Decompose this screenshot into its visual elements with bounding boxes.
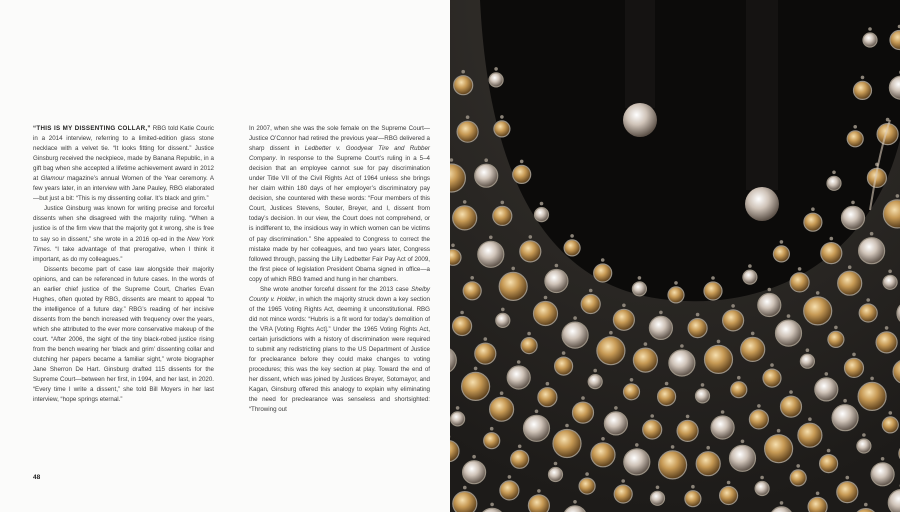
paragraph: Dissents become part of case law alongside their majority opinions, and can be referenced in future cases. In the words of an earlier chief justice of the Supreme Court, Charles Evan Hughes, often quoted by RBG, dissents are meant to appeal “to the intelligence of a future day.” RBG’s reading of her incisive dissents from the bench increased with frequency over the years, which she attributed to the ever more conservative makeup of the court. “After 2006, the sight of the tiny black-robed justice rising from the bench wearing her ‘black and grim’ dissenting collar and clutching her papers became a familiar sight,” wrote biographer Jane Sherron De Hart. Ginsburg drafted 115 dissents for the Supreme Court—between her first, in 1994, and her last, in 2020. “Every time I write a dissent,” she told Bill Moyers in her last interview, “hope springs eternal.” [33, 265, 214, 404]
glass-stone [453, 206, 477, 230]
glass-stone [723, 310, 744, 331]
bead [585, 472, 589, 476]
bead [889, 411, 893, 415]
glass-stone [790, 273, 809, 292]
bead [896, 194, 900, 198]
glass-stone [837, 482, 858, 503]
bead [490, 427, 494, 431]
italic-title: New York Times [33, 235, 214, 253]
paragraph-text: In 2007, when she was the sole female on the Supreme Court—Justice O’Connor had retired the previous year—RBG delivered a sharp dissent in [249, 125, 430, 153]
glass-stone [651, 491, 665, 505]
tie-stone-left [623, 103, 657, 137]
glass-stone [859, 304, 877, 322]
bead [870, 232, 874, 236]
glass-stone [800, 354, 814, 368]
glass-stone [882, 417, 898, 433]
glass-stone [591, 443, 615, 467]
bead [843, 399, 847, 403]
glass-stone [462, 372, 490, 400]
bead [868, 27, 872, 31]
bead [862, 433, 866, 437]
glass-stone [827, 176, 841, 190]
glass-stone [773, 246, 789, 262]
velvet-tie-right [746, 0, 778, 190]
glass-stone [579, 478, 595, 494]
paragraph [33, 204, 214, 264]
glass-stone [828, 331, 844, 347]
bead [866, 298, 870, 302]
paragraph-text: RBG told Katie Couric in a 2014 interview, referring to a limited-edition glass stone necklace with a velvet tie. “It looks fitting for dissent.” Justice Ginsburg received the neckpiece, made by Banana Republic, in a gift bag when she accepted a lifetime achievement award in 2012 at [33, 125, 214, 183]
glass-stone [677, 420, 698, 441]
glass-stone [520, 241, 541, 262]
bead [461, 70, 465, 74]
bead [500, 115, 504, 119]
glass-stone [450, 249, 461, 265]
bead [851, 201, 855, 205]
bead [789, 390, 793, 394]
glass-stone [696, 389, 710, 403]
paragraph [249, 124, 430, 285]
glass-stone [633, 348, 657, 372]
glass-stone [624, 449, 650, 475]
bead [691, 485, 695, 489]
bead [529, 235, 533, 239]
bead [630, 378, 634, 382]
bead [711, 276, 715, 280]
glass-stone [588, 375, 602, 389]
bead [490, 503, 494, 507]
glass-stone [790, 470, 806, 486]
bead [888, 270, 892, 274]
bead [562, 351, 566, 355]
glass-stone [649, 316, 672, 339]
bead [555, 264, 559, 268]
glass-stone [457, 121, 478, 142]
glass-stone [553, 430, 581, 458]
bead [757, 404, 761, 408]
bead [565, 424, 569, 428]
glass-stone [696, 452, 720, 476]
glass-stone [685, 491, 701, 507]
glass-stone [478, 241, 504, 267]
glass-stone [604, 412, 627, 435]
glass-stone [493, 206, 512, 225]
glass-stone [524, 415, 550, 441]
glass-stone [821, 243, 842, 264]
bead [864, 503, 868, 507]
glass-stone [857, 439, 871, 453]
bead [686, 415, 690, 419]
bead [768, 288, 772, 292]
bead [717, 340, 721, 344]
bead [520, 160, 524, 164]
bead [537, 489, 541, 493]
bead [554, 462, 558, 466]
bead [472, 455, 476, 459]
bead [696, 313, 700, 317]
glass-stone [832, 405, 858, 431]
paragraph-text: magazine’s annual Women of the Year ceremony. A few years later, in an interview with Jane Pauley, RBG elaborated—but just a bit: “This is my dissenting collar. It’s black and grim.” [33, 175, 214, 203]
text-column-right [249, 124, 430, 415]
bead [852, 353, 856, 357]
glass-stone [704, 282, 722, 300]
page-number: 48 [33, 474, 41, 481]
glass-stone [535, 208, 549, 222]
bead [601, 258, 605, 262]
bead [798, 267, 802, 271]
glass-stone [845, 358, 864, 377]
glass-stone [820, 455, 838, 473]
bead [527, 332, 531, 336]
glass-stone [838, 271, 862, 295]
bead [780, 501, 784, 505]
bead [500, 391, 504, 395]
bead [470, 276, 474, 280]
bead [701, 383, 705, 387]
paragraph-text: Justice Ginsburg was known for writing precise and forceful dissents when she disagreed with the majority ruling. “When a justice is of the firm view that the majority got it wrong, she is free to say so in dissent,” she wrote in a 2016 op-ed in the [33, 205, 214, 243]
glass-stone [854, 81, 872, 99]
glass-stone [632, 282, 646, 296]
glass-stone [804, 297, 832, 325]
bead [622, 304, 626, 308]
glass-stone [876, 332, 897, 353]
bead [731, 304, 735, 308]
bead [674, 281, 678, 285]
bead [665, 382, 669, 386]
bead [535, 410, 539, 414]
bead [621, 479, 625, 483]
glass-stone [711, 416, 734, 439]
glass-stone [453, 317, 472, 336]
bead [870, 377, 874, 381]
glass-stone [564, 240, 580, 256]
bead [501, 308, 505, 312]
glass-stone [489, 73, 503, 87]
glass-stone [494, 121, 510, 137]
glass-stone [573, 402, 594, 423]
bead [827, 449, 831, 453]
lead-quote: “THIS IS MY DISSENTING COLLAR,” [33, 125, 151, 132]
bead [463, 200, 467, 204]
bead [780, 240, 784, 244]
bead [816, 492, 820, 496]
paragraph-text: . In response to the Supreme Court’s ruling in a 5–4 decision that an employee cannot sue for pay discrimination under Title VII of the Civil Rights Act of 1964 unless she brings her claim within 180 days of her employer’s discriminatory pay decision, she countered with these words: “Four members of this Court, Justices Stevens, Souter, Breyer, and I, dissent from today’s decision. In our view, the Court does not comprehend, or is indifferent to, the insidious way in which women can be victims of pay discrimination.” She appealed to Congress to correct the mistake made by her colleagues, and two years later, Congress followed through, passing the Lilly Ledbetter Fair Pay Act of 2009, the first piece of legislation President Obama signed in office—a copy of which RBG framed and hung in her chambers. [249, 155, 430, 283]
bead [848, 265, 852, 269]
bead [885, 326, 889, 330]
glass-stone [463, 282, 481, 300]
bead [770, 363, 774, 367]
bead [484, 158, 488, 162]
glass-stone [804, 213, 822, 231]
glass-stone [581, 295, 600, 314]
bead [721, 410, 725, 414]
glass-stone [613, 309, 634, 330]
bead [508, 475, 512, 479]
bead [811, 207, 815, 211]
bead [816, 291, 820, 295]
bead [787, 314, 791, 318]
glass-stone [781, 396, 802, 417]
bead [680, 344, 684, 348]
bead [830, 237, 834, 241]
glass-stone [705, 345, 733, 373]
glass-stone [659, 451, 687, 479]
paragraph-text: . “I take advantage of that prerogative, when I think it important, as do my colleagues.” [33, 245, 214, 263]
glass-stone [454, 76, 473, 95]
text-column-left [33, 124, 214, 405]
glass-stone [798, 423, 822, 447]
glass-stone [749, 410, 768, 429]
bead [777, 429, 781, 433]
bead [659, 311, 663, 315]
bead [846, 476, 850, 480]
italic-title: Glamour [40, 175, 65, 183]
bead [796, 464, 800, 468]
glass-stone [562, 322, 588, 348]
glass-stone [720, 487, 738, 505]
glass-stone [549, 468, 563, 482]
glass-stone [484, 433, 500, 449]
paragraph-text: She wrote another forceful dissent for the 2013 case [260, 285, 412, 293]
glass-stone [534, 302, 558, 326]
glass-stone [758, 294, 781, 317]
bead [808, 417, 812, 421]
bead [706, 446, 710, 450]
glass-stone [859, 238, 885, 264]
glass-stone [743, 270, 757, 284]
glass-stone [545, 270, 568, 293]
glass-stone [513, 165, 531, 183]
glass-stone [658, 388, 676, 406]
glass-stone [453, 492, 477, 512]
bead [474, 367, 478, 371]
glass-stone [555, 357, 573, 375]
bead [635, 443, 639, 447]
italic-case-name: Ledbetter v. Goodyear Tire and Rubber Company [249, 145, 430, 163]
glass-stone [500, 481, 519, 500]
bead [540, 202, 544, 206]
glass-stone [511, 450, 529, 468]
glass-stone [763, 369, 781, 387]
glass-stone [475, 343, 496, 364]
glass-stone [538, 388, 557, 407]
bead [656, 486, 660, 490]
bead [614, 406, 618, 410]
bead [760, 476, 764, 480]
bead [451, 244, 455, 248]
bead [489, 236, 493, 240]
tie-stone-right [745, 187, 779, 221]
velvet-tie-left [625, 0, 655, 108]
glass-stone [490, 397, 514, 421]
glass-stone [668, 287, 684, 303]
dissent-collar-image [450, 0, 900, 512]
glass-stone [808, 497, 827, 512]
bead [484, 337, 488, 341]
bead [832, 171, 836, 175]
glass-stone [847, 131, 863, 147]
collar-photograph [450, 0, 900, 512]
paragraph [249, 285, 430, 416]
glass-stone [842, 206, 865, 229]
glass-stone [669, 350, 695, 376]
bead [466, 115, 470, 119]
bead [741, 440, 745, 444]
bead [570, 234, 574, 238]
bead [638, 276, 642, 280]
glass-stone [597, 337, 625, 365]
paragraph-text: , in which the majority struck down a key section of the 1965 Voting Rights Act, deeming it unconstitutional. RBG did not mince words: “Hubris is a fit word for today’s demolition of the VRA [Voting Rights Act].” Under the 1965 Voting Rights Act, certain jurisdictions with a history of discrimination were required to submit any redistricting plans to the US Department of Justice for preclearance before they could make changes to voting procedures; this was the key section at play. Toward the end of her dissent, which was joined by Justices Breyer, Sotomayor, and Kagan, Ginsburg offered this analogy to explain why eliminating the need for preclearance was senseless and shortsighted: “Throwing out [249, 295, 430, 414]
bead [609, 331, 613, 335]
bead [517, 360, 521, 364]
bead [727, 481, 731, 485]
glass-stone [776, 320, 802, 346]
bead [650, 414, 654, 418]
glass-stone [815, 378, 838, 401]
bead [748, 264, 752, 268]
bead [581, 396, 585, 400]
bead [834, 326, 838, 330]
glass-stone [594, 264, 612, 282]
bead [644, 342, 648, 346]
glass-stone [475, 164, 498, 187]
bead [853, 125, 857, 129]
glass-stone [863, 33, 877, 47]
glass-stone [521, 338, 537, 354]
glass-stone [507, 366, 530, 389]
bead [751, 332, 755, 336]
glass-stone [528, 495, 549, 512]
glass-stone [624, 384, 640, 400]
glass-stone [883, 275, 897, 289]
glass-stone [755, 482, 769, 496]
glass-stone [741, 337, 765, 361]
bead [573, 500, 577, 504]
bead [573, 316, 577, 320]
bead [589, 289, 593, 293]
bead [463, 486, 467, 490]
bead [593, 369, 597, 373]
italic-case-name: Shelby County v. Holder [249, 285, 430, 303]
bead [546, 382, 550, 386]
glass-stone [688, 319, 707, 338]
bead [881, 457, 885, 461]
glass-stone [496, 313, 510, 327]
bead [806, 348, 810, 352]
bead [494, 67, 498, 71]
bead [460, 311, 464, 315]
glass-stone [499, 272, 527, 300]
glass-stone [871, 463, 894, 486]
bead [601, 437, 605, 441]
bead [861, 76, 865, 80]
bead [511, 267, 515, 271]
glass-stone [731, 382, 747, 398]
bead [518, 445, 522, 449]
glass-stone [463, 461, 486, 484]
bead [544, 296, 548, 300]
bead [737, 376, 741, 380]
glass-stone [765, 435, 793, 463]
paragraph [33, 124, 214, 204]
glass-stone [643, 420, 662, 439]
bead [825, 372, 829, 376]
bead [501, 201, 505, 205]
bead [456, 406, 460, 410]
glass-stone [614, 485, 632, 503]
glass-stone [858, 382, 886, 410]
glass-stone [730, 445, 756, 471]
glass-stone [451, 412, 465, 426]
bead [671, 445, 675, 449]
